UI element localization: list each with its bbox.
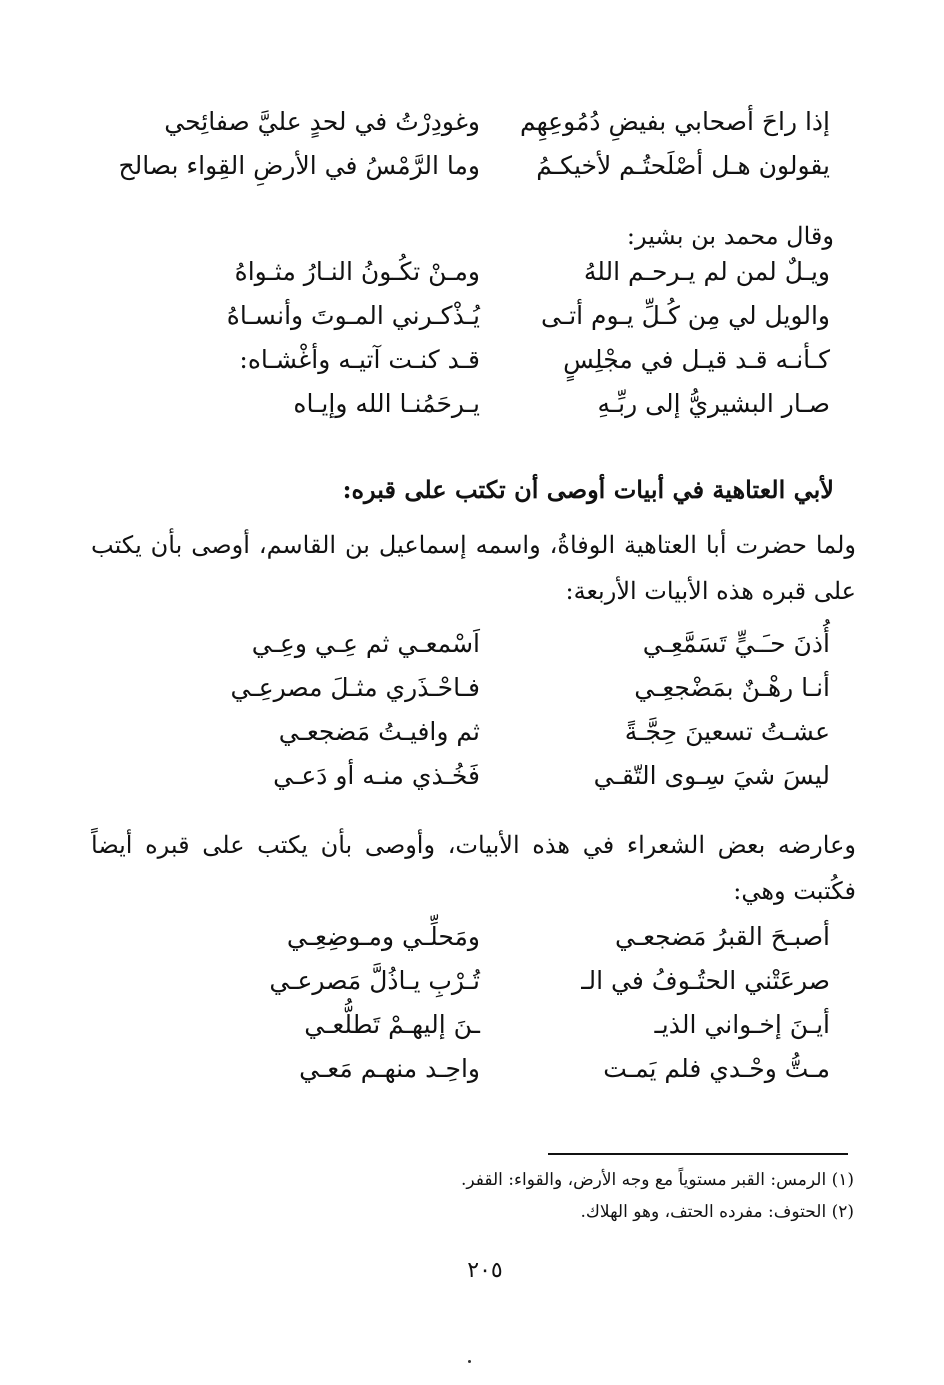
- verse-line: [140, 622, 840, 666]
- footnote-separator: [548, 1153, 848, 1155]
- footnote-2: (٢) الحتوف: مفرده الحتف، وهو الهلاك.: [580, 1202, 854, 1222]
- verse-first-hemistich: إذا راحَ أصحابي بفيضِ دُمُوعِهِم: [520, 107, 830, 136]
- intro-muhammad-bin-bashir: وقال محمد بن بشير:: [626, 222, 834, 250]
- verse-first-hemistich: والويل لي مِن كُـلِّ يـوم أتـى: [541, 301, 830, 330]
- verse-second-hemistich: ـنَ إليهـمْ تَطلُّعـي: [304, 1010, 480, 1039]
- verse-second-hemistich: ومـنْ تكُـونُ النـارُ مثـواهُ: [234, 257, 480, 286]
- verse-line: [140, 1047, 840, 1091]
- verse-first-hemistich: أيـنَ إخـواني الذيـ: [654, 1010, 830, 1039]
- verse-second-hemistich: وما الرَّمْسُ في الأرضِ القِواء بصالح: [118, 151, 480, 180]
- verse-first-hemistich: صـار البشيريُّ إلى ربِّـهِ: [597, 389, 830, 418]
- verse-line: [140, 666, 840, 710]
- verse-first-hemistich: أنـا رهْـنٌ بمَضْجعِـي: [634, 673, 830, 702]
- verse-second-hemistich: وغودِرْتُ في لحدٍ عليَّ صفائِحي: [164, 107, 480, 136]
- verse-line: [140, 915, 840, 959]
- verse-first-hemistich: مـتُّ وحْـدي فلم يَمـت: [603, 1054, 830, 1083]
- verse-line: [140, 959, 840, 1003]
- verse-first-hemistich: صرعَتْني الحتُـوفُ في الـ: [581, 966, 830, 995]
- verses-block-4: [140, 915, 840, 1091]
- verse-second-hemistich: ومَحلِّـي ومـوضِعِـي: [286, 922, 480, 951]
- verse-line: [118, 144, 840, 188]
- section-heading-abu-al-atahiya: لأبي العتاهية في أبيات أوصى أن تكتب على قبره:: [342, 475, 834, 504]
- print-mark-dot: [468, 1360, 471, 1363]
- verse-line: [140, 338, 840, 382]
- verse-line: [140, 754, 840, 798]
- verse-second-hemistich: قـد كنـت آتيـه وأغْشـاه:: [239, 345, 480, 374]
- verse-line: [140, 1003, 840, 1047]
- prose-paragraph-2: وعارضه بعض الشعراء في هذه الأبيات، وأوصى بأن يكتب على قبره أيضاً فكُتبت وهي:: [91, 831, 856, 905]
- verse-line: [140, 100, 840, 144]
- verse-first-hemistich: كـأنـه قـد قيـل في مجْلِسٍ: [563, 345, 830, 374]
- verse-line: [140, 250, 840, 294]
- verse-second-hemistich: يُـذْكـرني المـوتَ وأنسـاهُ: [226, 301, 480, 330]
- verse-first-hemistich: ليسَ شيَ سِـوى التّقـي: [593, 761, 830, 790]
- verse-second-hemistich: فَخُـذي منـه أو دَعـي: [273, 761, 480, 790]
- verse-line: [140, 382, 840, 426]
- verse-second-hemistich: يـرحَمُنـا الله وإيـاه: [293, 389, 480, 418]
- verse-second-hemistich: اَسْمعـي ثم عِـي وعِـي: [251, 629, 480, 658]
- verse-first-hemistich: ويـلٌ لمن لم يـرحـم اللهُ: [583, 257, 830, 286]
- verse-line: [140, 294, 840, 338]
- prose-paragraph-1: ولما حضرت أبا العتاهية الوفاةُ، واسمه إسماعيل بن القاسم، أوصى بأن يكتب على قبره هذه الأبيات الأربعة:: [91, 531, 856, 605]
- verses-block-3: [140, 622, 840, 798]
- verses-block-1: [118, 100, 840, 188]
- verse-first-hemistich: عشـتُ تسعينَ حِجَّـةً: [624, 717, 830, 746]
- verses-block-2: [140, 250, 840, 426]
- page-number: ٢٠٥: [467, 1258, 503, 1283]
- verse-second-hemistich: ثم وافيـتُ مَضجعـي: [278, 717, 480, 746]
- verse-line: [140, 710, 840, 754]
- verse-first-hemistich: أصبـحَ القبرُ مَضجعـي: [614, 922, 830, 951]
- verse-second-hemistich: واحِـد منهـم مَعـي: [299, 1054, 480, 1083]
- footnote-1: (١) الرمس: القبر مستوياً مع وجه الأرض، والقواء: القفر.: [460, 1170, 854, 1190]
- verse-first-hemistich: أُذنَ حـَـيٍّ تَسَمَّعِـي: [642, 629, 830, 658]
- verse-first-hemistich: يقولون هـل أصْلَحتُـم لأخيكـمُ: [536, 151, 830, 180]
- footnotes: [94, 1164, 854, 1228]
- verse-second-hemistich: فـاحْـذَري مثـلَ مصرعِـي: [230, 673, 480, 702]
- verse-second-hemistich: تُـرْبِ يـاذُلَّ مَصرعـي: [269, 966, 480, 995]
